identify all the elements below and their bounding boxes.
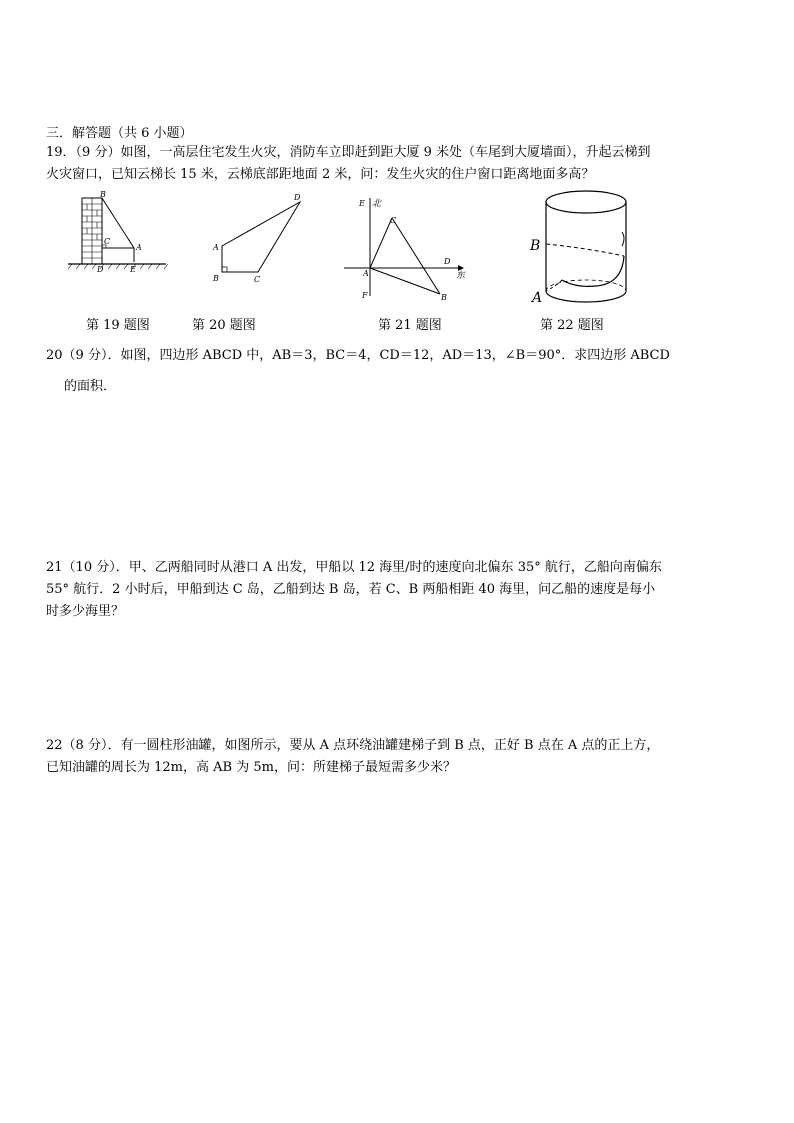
- question-20-text-line2: 的面积．: [64, 379, 117, 394]
- fig19-label-c: C: [104, 237, 111, 246]
- question-21-text-line2: 55° 航行．2 小时后，甲船到达 C 岛，乙船到达 B 岛，若 C、B 两船相距 40 海里，问乙船的速度是每小: [46, 582, 656, 597]
- fig20-label-c: C: [254, 275, 261, 284]
- fig21-label-north: 北: [372, 199, 382, 209]
- question-19-text-line2: 火灾窗口，已知云梯长 15 米，云梯底部距地面 2 米，问：发生火灾的住户窗口距离地面多高？: [46, 167, 595, 182]
- figure-22-caption: 第 22 题图: [540, 318, 604, 333]
- fig20-label-d: D: [294, 193, 301, 202]
- fig21-label-east: 东: [456, 271, 466, 281]
- fig19-label-d: D: [97, 265, 104, 274]
- fig19-label-a: A: [136, 243, 142, 252]
- fig22-label-a: A: [532, 290, 543, 306]
- question-20-text-line1: 20（9 分）．如图，四边形 ABCD 中，AB＝3，BC＝4，CD＝12，AD＝13，∠B＝90°．求四边形 ABCD: [46, 348, 670, 363]
- figure-22: [526, 188, 630, 308]
- figure-20: [208, 190, 312, 288]
- question-19-text-line1: 19．（9 分）如图，一高层住宅发生火灾，消防车立即赶到距大厦 9 米处（车尾到大厦墙面），升起云梯到: [46, 145, 651, 160]
- fig21-label-f: F: [362, 291, 368, 300]
- fig21-label-d: D: [444, 257, 451, 266]
- fig22-label-b: B: [530, 238, 541, 254]
- fig20-label-b: B: [213, 274, 219, 283]
- section-title: 三．解答题（共 6 小题）: [46, 126, 193, 141]
- fig19-label-b: B: [100, 190, 106, 199]
- fig20-label-a: A: [213, 243, 219, 252]
- question-21-text-line3: 时多少海里？: [46, 604, 125, 619]
- fig21-label-c: C: [390, 216, 397, 225]
- fig19-label-e: E: [130, 265, 136, 274]
- fig21-label-a: A: [363, 269, 369, 278]
- fig21-label-b: B: [441, 293, 447, 302]
- fig21-label-e: E: [359, 199, 365, 208]
- figure-20-caption: 第 20 题图: [192, 318, 256, 333]
- question-22-text-line1: 22（8 分）．有一圆柱形油罐，如图所示，要从 A 点环绕油罐建梯子到 B 点，正好 B 点在 A 点的正上方，: [46, 738, 660, 753]
- question-22-text-line2: 已知油罐的周长为 12m，高 AB 为 5m，问：所建梯子最短需多少米？: [46, 760, 456, 775]
- question-21-text-line1: 21（10 分）．甲、乙两船同时从港口 A 出发，甲船以 12 海里/时的速度向北偏东 35° 航行，乙船向南偏东: [46, 560, 662, 575]
- figure-21: [342, 192, 472, 304]
- figure-19: [64, 190, 174, 276]
- figure-21-caption: 第 21 题图: [378, 318, 442, 333]
- figure-19-caption: 第 19 题图: [86, 318, 150, 333]
